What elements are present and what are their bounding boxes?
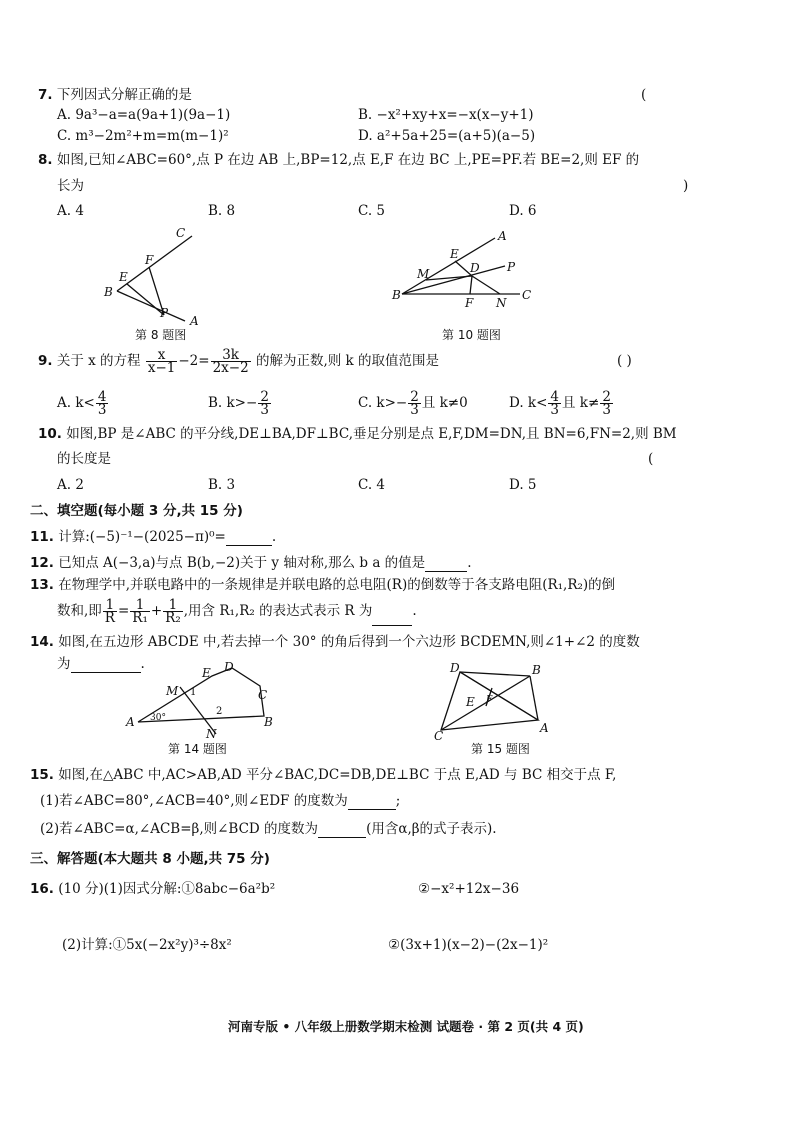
q9-option-d-text: D. k< xyxy=(509,395,548,411)
figure-15 xyxy=(430,658,570,740)
q13-stem: 在物理学中,并联电路中的一条规律是并联电路的总电阻(R)的倒数等于各支路电阻(R₁,R₂)的倒 xyxy=(58,577,616,593)
q15-part1-blank[interactable] xyxy=(348,795,396,810)
q8-stem-line1 xyxy=(38,151,639,169)
q14-stem2: 为 xyxy=(57,656,71,672)
q13-plus: + xyxy=(150,603,163,619)
q8-option-c: C. 5 xyxy=(358,203,386,219)
q8-stem-line2: 长为 xyxy=(57,178,84,194)
q16-part1: (10 分)(1)因式分解:①8abc−6a²b² xyxy=(58,881,276,897)
fig14-label-n: N xyxy=(206,727,217,741)
section-3-heading: 三、解答题(本大题共 8 小题,共 75 分) xyxy=(30,851,270,867)
fig15-label-c: C xyxy=(434,729,444,740)
fig8-label-p: P xyxy=(160,306,169,320)
fig14-angle-1: 1 xyxy=(190,687,197,698)
q13-f1-num: 1 xyxy=(103,599,117,612)
q13-line1 xyxy=(30,576,615,594)
page-footer: 河南专版 • 八年级上册数学期末检测 试题卷 · 第 2 页(共 4 页) xyxy=(228,1019,584,1034)
q8-option-d: D. 6 xyxy=(509,203,537,219)
fig14-label-a: A xyxy=(126,715,135,729)
q13-frac-2 xyxy=(130,599,150,624)
q8-option-a: A. 4 xyxy=(57,203,84,219)
q9-d-den2: 3 xyxy=(602,402,611,418)
fig8-label-f: F xyxy=(145,253,154,267)
q9-option-c-text: C. k>− xyxy=(358,395,408,411)
q13-frac-1 xyxy=(103,599,117,624)
q9-option-c xyxy=(358,388,468,418)
q16-part2b: ②(3x+1)(x−2)−(2x−1)² xyxy=(388,937,549,953)
q13-number: 13. xyxy=(30,577,54,593)
fig15-label-e: E xyxy=(466,695,475,709)
q7-option-a: A. 9a³−a=a(9a+1)(9a−1) xyxy=(57,107,231,123)
fig8-label-b: B xyxy=(104,285,113,299)
q12-text: 已知点 A(−3,a)与点 B(b,−2)关于 y 轴对称,那么 b a 的值是 xyxy=(58,555,426,571)
q10-option-c: C. 4 xyxy=(358,477,386,493)
fig10-label-b: B xyxy=(392,288,401,302)
q11-line xyxy=(30,528,276,546)
q15-number: 15. xyxy=(30,767,54,783)
q11-text: 计算:(−5)⁻¹−(2025−π)⁰= xyxy=(58,529,226,545)
q13-line2 xyxy=(57,596,417,626)
q11-end: . xyxy=(271,529,277,545)
q10-number: 10. xyxy=(38,426,62,442)
q9-d-num2: 2 xyxy=(602,389,611,405)
q16-line1 xyxy=(30,880,275,898)
q9-fraction-1 xyxy=(146,349,178,374)
q15-part1-end: ; xyxy=(395,793,401,809)
q9-frac2-den: 2x−2 xyxy=(212,360,249,376)
fig15-label-d: D xyxy=(450,661,460,675)
q7-stem-line xyxy=(38,86,192,104)
q8-option-b: B. 8 xyxy=(208,203,236,219)
q9-frac1-den: x−1 xyxy=(147,360,176,376)
fig8-label-e: E xyxy=(119,270,128,284)
fig10-label-a: A xyxy=(498,229,507,243)
fig14-label-b: B xyxy=(264,715,273,729)
q9-option-c-frac xyxy=(408,391,421,416)
fig10-label-e: E xyxy=(450,247,459,261)
q9-d-num: 4 xyxy=(550,389,560,405)
q16-number: 16. xyxy=(30,881,54,897)
q10-option-b: B. 3 xyxy=(208,477,236,493)
q12-end: . xyxy=(467,555,472,571)
fig10-label-p: P xyxy=(507,260,516,274)
q7-answer-bracket: ( xyxy=(641,87,647,103)
q9-stem-line xyxy=(38,346,439,376)
q9-option-d xyxy=(509,388,614,418)
q10-answer-bracket: ( xyxy=(648,451,654,467)
figure-14 xyxy=(120,660,280,742)
q9-answer-bracket: ( ) xyxy=(617,353,632,369)
q13-eq: = xyxy=(117,603,130,619)
q15-stem-line xyxy=(30,766,616,784)
q9-option-b xyxy=(208,388,272,418)
fig14-label-d: D xyxy=(224,660,234,674)
q12-line xyxy=(30,554,471,572)
fig8-label-c: C xyxy=(176,226,186,240)
q15-part1-text: (1)若∠ABC=80°,∠ACB=40°,则∠EDF 的度数为 xyxy=(40,793,348,809)
q13-end: . xyxy=(412,603,417,619)
q9-stem-pre: 关于 x 的方程 xyxy=(56,353,141,369)
fig14-angle-2: 2 xyxy=(216,706,223,717)
q9-frac2-num: 3k xyxy=(211,349,251,362)
q15-part2-blank[interactable] xyxy=(318,823,366,838)
q9-option-d-frac xyxy=(548,391,561,416)
q9-option-d-mid: 且 k≠ xyxy=(562,395,600,411)
section-2-heading: 二、填空题(每小题 3 分,共 15 分) xyxy=(30,503,243,519)
q16-part1b: ②−x²+12x−36 xyxy=(418,881,520,897)
fig14-angle-30: 30° xyxy=(150,713,166,723)
q9-b-num: 2 xyxy=(260,389,269,405)
q9-fraction-2 xyxy=(211,349,251,374)
q8-stem: 如图,已知∠ABC=60°,点 P 在边 AB 上,BP=12,点 E,F 在边 BC 上,PE=PF.若 BE=2,则 EF 的 xyxy=(56,152,640,168)
q15-part1 xyxy=(40,792,400,810)
q11-answer-blank[interactable] xyxy=(226,531,272,546)
q9-a-num: 4 xyxy=(97,389,107,405)
q7-stem: 下列因式分解正确的是 xyxy=(56,87,192,103)
fig14-label-e: E xyxy=(202,666,211,680)
fig10-label-n: N xyxy=(496,296,507,308)
q14-stem: 如图,在五边形 ABCDE 中,若去掉一个 30° 的角后得到一个六边形 BCDEMN,则∠1+∠2 的度数 xyxy=(58,634,640,650)
q7-option-b: B. −x²+xy+x=−x(x−y+1) xyxy=(358,107,534,123)
fig15-label-b: B xyxy=(532,663,541,677)
q9-number: 9. xyxy=(38,353,53,369)
fig14-label-c: C xyxy=(258,688,268,702)
q7-option-d: D. a²+5a+25=(a+5)(a−5) xyxy=(358,128,536,144)
q16-part2: (2)计算:①5x(−2x²y)³÷8x² xyxy=(62,937,232,953)
q10-option-d: D. 5 xyxy=(509,477,537,493)
q9-option-b-text: B. k>− xyxy=(208,395,258,411)
q12-answer-blank[interactable] xyxy=(425,557,467,572)
q9-d-den: 3 xyxy=(550,402,560,418)
q9-option-d-frac2 xyxy=(600,391,613,416)
q13-f2-num: 1 xyxy=(130,599,150,612)
q13-f2-den: R₁ xyxy=(132,610,148,626)
q9-b-den: 3 xyxy=(260,402,269,418)
fig15-label-f: F xyxy=(486,695,493,705)
q9-option-a xyxy=(57,388,109,418)
fig10-label-f: F xyxy=(465,296,474,308)
q8-answer-bracket: ) xyxy=(683,178,689,194)
q10-stem: 如图,BP 是∠ABC 的平分线,DE⊥BA,DF⊥BC,垂足分别是点 E,F,DM=DN,且 BN=6,FN=2,则 BM xyxy=(66,426,677,442)
q12-number: 12. xyxy=(30,555,54,571)
fig10-label-c: C xyxy=(522,288,532,302)
fig15-label-a: A xyxy=(540,721,549,735)
q13-post: ,用含 R₁,R₂ 的表达式表示 R 为 xyxy=(183,603,373,619)
fig10-label-d: D xyxy=(470,261,480,275)
q14-end: . xyxy=(140,656,145,672)
q14-line1 xyxy=(30,633,640,651)
fig10-caption: 第 10 题图 xyxy=(442,328,501,342)
q9-option-b-frac xyxy=(258,391,271,416)
q10-option-a: A. 2 xyxy=(57,477,84,493)
fig15-caption: 第 15 题图 xyxy=(471,742,530,756)
q7-option-c: C. m³−2m²+m=m(m−1)² xyxy=(57,128,229,144)
q8-number: 8. xyxy=(38,152,53,168)
q14-number: 14. xyxy=(30,634,54,650)
q15-part2-text: (2)若∠ABC=α,∠ACB=β,则∠BCD 的度数为 xyxy=(40,821,319,837)
fig14-caption: 第 14 题图 xyxy=(168,742,227,756)
q9-c-den: 3 xyxy=(410,402,419,418)
fig10-label-m: M xyxy=(417,267,430,281)
q9-stem-mid: −2= xyxy=(178,353,210,369)
q13-f3-num: 1 xyxy=(163,599,183,612)
q15-part2-end: (用含α,β的式子表示). xyxy=(366,821,497,837)
q7-number: 7. xyxy=(38,87,53,103)
fig8-caption: 第 8 题图 xyxy=(135,328,187,342)
q9-a-den: 3 xyxy=(97,402,107,418)
q13-answer-blank[interactable] xyxy=(372,611,412,626)
q15-stem: 如图,在△ABC 中,AC>AB,AD 平分∠BAC,DC=DB,DE⊥BC 于点 E,AD 与 BC 相交于点 F, xyxy=(58,767,617,783)
q9-option-c-post: 且 k≠0 xyxy=(421,395,468,411)
q15-part2 xyxy=(40,820,497,838)
figure-10 xyxy=(390,228,540,308)
q9-option-a-text: A. k< xyxy=(57,395,95,411)
fig14-label-m: M xyxy=(166,684,179,698)
q13-f1-den: R xyxy=(104,610,115,626)
q13-frac-3 xyxy=(163,599,183,624)
q10-stem-line2: 的长度是 xyxy=(57,451,111,467)
q10-stem-line1 xyxy=(38,425,677,443)
q13-f3-den: R₂ xyxy=(165,610,181,626)
q13-pre: 数和,即 xyxy=(57,603,102,619)
q9-frac1-num: x xyxy=(146,349,178,362)
figure-8 xyxy=(100,226,220,330)
q9-stem-post: 的解为正数,则 k 的取值范围是 xyxy=(255,353,440,369)
q9-option-a-frac xyxy=(96,391,109,416)
q11-number: 11. xyxy=(30,529,54,545)
fig8-label-a: A xyxy=(190,314,199,328)
q9-c-num: 2 xyxy=(410,389,419,405)
